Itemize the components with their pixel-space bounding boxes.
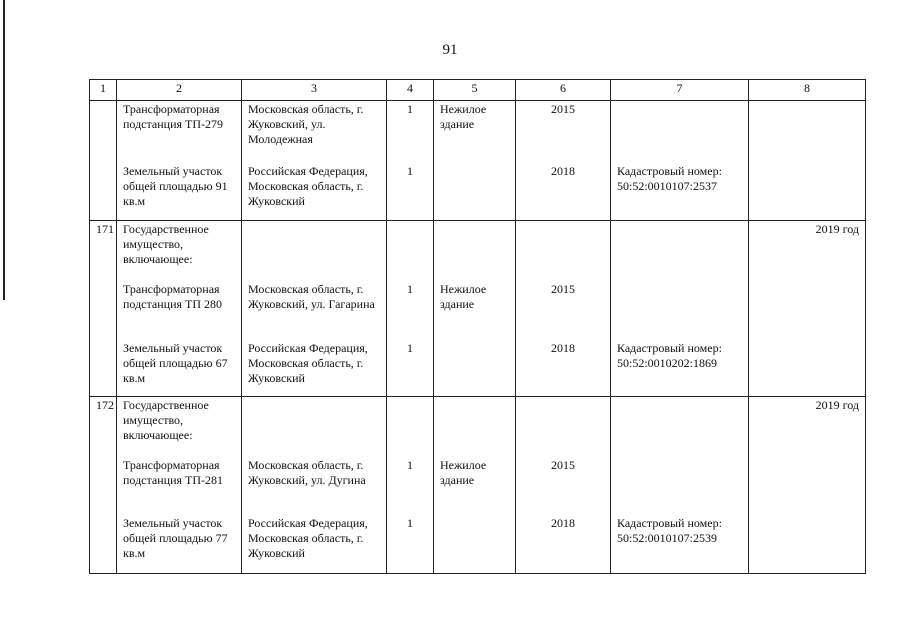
asset-quantity — [387, 397, 434, 457]
asset-note — [611, 221, 749, 281]
asset-type — [434, 397, 516, 457]
row-number — [90, 515, 117, 574]
asset-type — [434, 163, 516, 221]
column-header: 6 — [516, 80, 611, 101]
asset-address — [242, 221, 387, 281]
column-header: 8 — [749, 80, 866, 101]
asset-address: Российская Федерация, Московская область, г. Жуковский — [242, 340, 387, 397]
asset-name: Земельный участок общей площадью 91 кв.м — [117, 163, 242, 221]
asset-address: Российская Федерация, Московская область, г. Жуковский — [242, 163, 387, 221]
asset-quantity: 1 — [387, 340, 434, 397]
asset-quantity: 1 — [387, 457, 434, 515]
asset-quantity: 1 — [387, 163, 434, 221]
asset-year: 2018 — [516, 515, 611, 574]
column-header: 3 — [242, 80, 387, 101]
table-row — [90, 515, 866, 574]
asset-address: Российская Федерация, Московская область, г. Жуковский — [242, 515, 387, 574]
asset-year: 2015 — [516, 101, 611, 163]
row-number — [90, 281, 117, 340]
asset-year: 2018 — [516, 163, 611, 221]
asset-type — [434, 515, 516, 574]
asset-address: Московская область, г. Жуковский, ул. Дугина — [242, 457, 387, 515]
asset-year: 2015 — [516, 281, 611, 340]
table-row — [90, 457, 866, 515]
asset-quantity — [387, 221, 434, 281]
column-header: 4 — [387, 80, 434, 101]
asset-period: 2019 год — [749, 221, 866, 281]
page-number: 91 — [442, 42, 458, 58]
asset-quantity: 1 — [387, 281, 434, 340]
asset-address: Московская область, г. Жуковский, ул. Гагарина — [242, 281, 387, 340]
asset-year — [516, 221, 611, 281]
column-header: 5 — [434, 80, 516, 101]
asset-name: Государственное имущество, включающее: — [117, 397, 242, 457]
asset-note — [611, 397, 749, 457]
table-row — [90, 163, 866, 221]
asset-note — [611, 457, 749, 515]
asset-note: Кадастровый номер: 50:52:0010202:1869 — [611, 340, 749, 397]
asset-year: 2015 — [516, 457, 611, 515]
asset-note: Кадастровый номер: 50:52:0010107:2537 — [611, 163, 749, 221]
asset-name: Земельный участок общей площадью 67 кв.м — [117, 340, 242, 397]
asset-type: Нежилое здание — [434, 281, 516, 340]
header-row — [90, 80, 866, 101]
asset-period: 2019 год — [749, 397, 866, 457]
table-row — [90, 101, 866, 163]
asset-period — [749, 101, 866, 163]
asset-type — [434, 340, 516, 397]
row-number — [90, 340, 117, 397]
asset-period — [749, 457, 866, 515]
asset-note: Кадастровый номер: 50:52:0010107:2539 — [611, 515, 749, 574]
asset-quantity: 1 — [387, 101, 434, 163]
asset-note — [611, 281, 749, 340]
row-number: 172 — [90, 397, 117, 457]
row-number — [90, 101, 117, 163]
asset-period — [749, 515, 866, 574]
table-row — [90, 221, 866, 281]
asset-address: Московская область, г. Жуковский, ул. Молодежная — [242, 101, 387, 163]
asset-period — [749, 163, 866, 221]
column-header: 7 — [611, 80, 749, 101]
asset-type: Нежилое здание — [434, 457, 516, 515]
row-number — [90, 457, 117, 515]
asset-name: Трансформаторная подстанция ТП 280 — [117, 281, 242, 340]
table-row — [90, 281, 866, 340]
table-row — [90, 340, 866, 397]
asset-type: Нежилое здание — [434, 101, 516, 163]
asset-name: Земельный участок общей площадью 77 кв.м — [117, 515, 242, 574]
scan-left-edge — [3, 0, 5, 300]
asset-year — [516, 397, 611, 457]
row-number: 171 — [90, 221, 117, 281]
asset-address — [242, 397, 387, 457]
asset-period — [749, 281, 866, 340]
asset-quantity: 1 — [387, 515, 434, 574]
asset-note — [611, 101, 749, 163]
asset-type — [434, 221, 516, 281]
property-table — [89, 79, 866, 574]
table-row — [90, 397, 866, 457]
asset-name: Трансформаторная подстанция ТП-279 — [117, 101, 242, 163]
column-header: 2 — [117, 80, 242, 101]
column-header: 1 — [90, 80, 117, 101]
asset-year: 2018 — [516, 340, 611, 397]
asset-name: Трансформаторная подстанция ТП-281 — [117, 457, 242, 515]
asset-period — [749, 340, 866, 397]
row-number — [90, 163, 117, 221]
asset-name: Государственное имущество, включающее: — [117, 221, 242, 281]
